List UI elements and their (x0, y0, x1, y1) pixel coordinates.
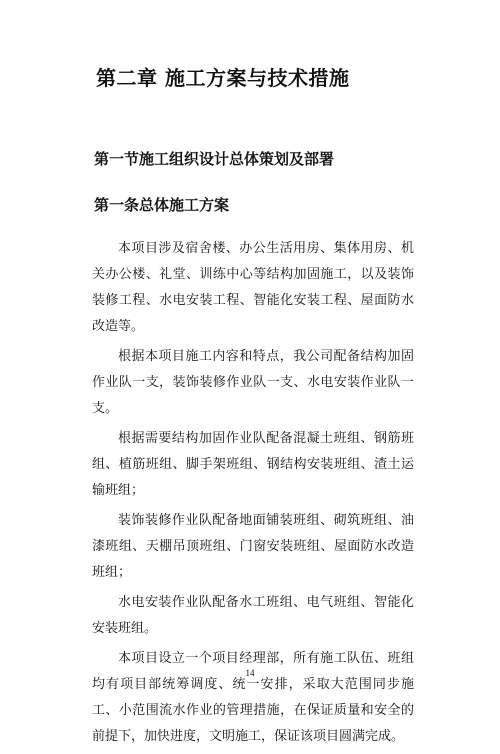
paragraph: 本项目设立一个项目经理部，所有施工队伍、班组均有项目部统筹调度、统一安排，采取大范围同步施工、小范围流水作业的管理措施，在保证质量和安全的前提下，加快进度，文明施工，保证该项目圆满完成。 (92, 651, 414, 744)
paragraph: 根据本项目施工内容和特点，我公司配备结构加固作业队一支，装饰装修作业队一支、水电安装作业队一支。 (92, 349, 414, 416)
paragraph: 装饰装修作业队配备地面铺装班组、砌筑班组、油漆班组、天棚吊顶班组、门窗安装班组、屋面防水改造班组； (92, 513, 414, 580)
page-number: 14 (245, 668, 255, 678)
paragraph: 水电安装作业队配备水工班组、电气班组、智能化安装班组。 (92, 595, 414, 636)
section-title: 第一节施工组织设计总体策划及部署 (94, 150, 335, 168)
article-title: 第一条总体施工方案 (94, 196, 230, 214)
chapter-title: 第二章 施工方案与技术措施 (96, 66, 350, 90)
paragraph: 根据需要结构加固作业队配备混凝土班组、钢筋班组、植筋班组、脚手架班组、钢结构安装班组、渣土运输班组； (92, 431, 414, 498)
paragraph: 本项目涉及宿舍楼、办公生活用房、集体用房、机关办公楼、礼堂、训练中心等结构加固施工，以及装饰装修工程、水电安装工程、智能化安装工程、屋面防水改造等。 (92, 241, 414, 334)
